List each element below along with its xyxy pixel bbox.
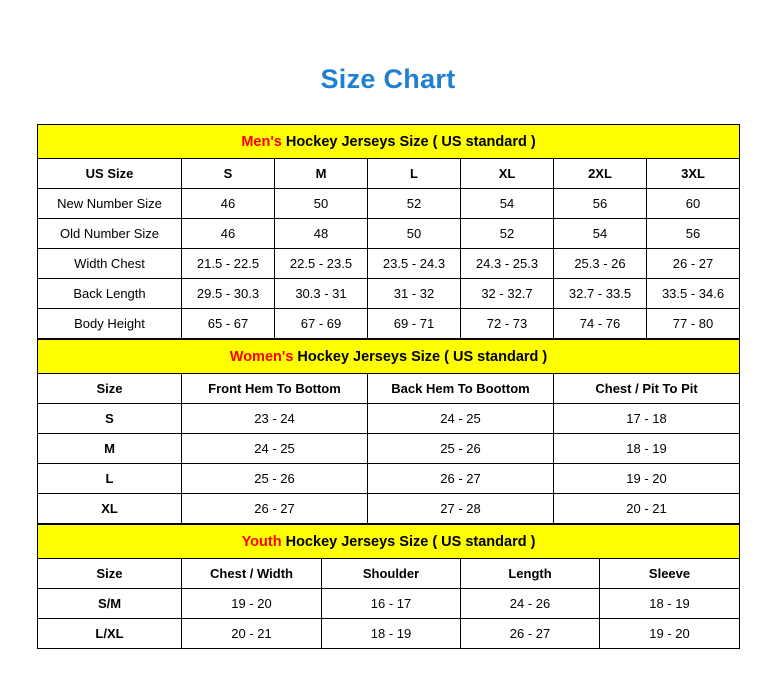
table-row xyxy=(38,619,740,649)
youth-column-header-row xyxy=(38,559,740,589)
mens-row-4-label: Body Height xyxy=(38,309,182,339)
mens-row-0-c6: 60 xyxy=(647,189,740,219)
mens-row-2-label: Width Chest xyxy=(38,249,182,279)
youth-col-4: Sleeve xyxy=(600,559,740,589)
youth-section-header-accent: Youth xyxy=(241,533,282,550)
page-title: Size Chart xyxy=(320,64,456,94)
womens-section-header xyxy=(38,340,740,374)
mens-col-4: XL xyxy=(461,159,554,189)
womens-row-0-c1: 23 - 24 xyxy=(182,404,368,434)
womens-row-3-c2: 27 - 28 xyxy=(368,494,554,524)
womens-row-0-c3: 17 - 18 xyxy=(554,404,740,434)
mens-section-header-row xyxy=(38,125,740,159)
table-row xyxy=(38,279,740,309)
mens-row-1-c5: 54 xyxy=(554,219,647,249)
mens-row-0-c2: 50 xyxy=(275,189,368,219)
mens-row-2-c5: 25.3 - 26 xyxy=(554,249,647,279)
youth-row-0-c1: 19 - 20 xyxy=(182,589,322,619)
youth-section-header-row xyxy=(38,525,740,559)
mens-row-2-c1: 21.5 - 22.5 xyxy=(182,249,275,279)
mens-col-0: US Size xyxy=(38,159,182,189)
womens-row-1-c1: 24 - 25 xyxy=(182,434,368,464)
womens-row-2-c2: 26 - 27 xyxy=(368,464,554,494)
table-row xyxy=(38,249,740,279)
mens-row-3-c4: 32 - 32.7 xyxy=(461,279,554,309)
table-row xyxy=(38,494,740,524)
mens-row-4-c4: 72 - 73 xyxy=(461,309,554,339)
mens-row-3-c2: 30.3 - 31 xyxy=(275,279,368,309)
mens-section-header-accent: Men's xyxy=(241,133,282,150)
mens-row-4-c1: 65 - 67 xyxy=(182,309,275,339)
mens-row-2-c6: 26 - 27 xyxy=(647,249,740,279)
mens-row-4-c5: 74 - 76 xyxy=(554,309,647,339)
mens-row-1-label: Old Number Size xyxy=(38,219,182,249)
womens-row-2-c3: 19 - 20 xyxy=(554,464,740,494)
mens-section-header-rest: Hockey Jerseys Size ( US standard ) xyxy=(281,133,536,150)
womens-row-2-label: L xyxy=(38,464,182,494)
mens-row-4-c2: 67 - 69 xyxy=(275,309,368,339)
mens-row-1-c2: 48 xyxy=(275,219,368,249)
mens-row-0-c1: 46 xyxy=(182,189,275,219)
mens-row-2-c4: 24.3 - 25.3 xyxy=(461,249,554,279)
mens-section-header xyxy=(38,125,740,159)
mens-row-1-c1: 46 xyxy=(182,219,275,249)
youth-col-3: Length xyxy=(461,559,600,589)
youth-row-0-label: S/M xyxy=(38,589,182,619)
table-row xyxy=(38,404,740,434)
mens-row-0-label: New Number Size xyxy=(38,189,182,219)
youth-row-0-c4: 18 - 19 xyxy=(600,589,740,619)
table-row xyxy=(38,589,740,619)
youth-size-table xyxy=(37,524,740,649)
mens-row-3-c1: 29.5 - 30.3 xyxy=(182,279,275,309)
mens-col-5: 2XL xyxy=(554,159,647,189)
mens-row-1-c6: 56 xyxy=(647,219,740,249)
womens-row-3-c1: 26 - 27 xyxy=(182,494,368,524)
womens-row-1-c3: 18 - 19 xyxy=(554,434,740,464)
mens-row-0-c4: 54 xyxy=(461,189,554,219)
womens-col-3: Chest / Pit To Pit xyxy=(554,374,740,404)
mens-row-4-c6: 77 - 80 xyxy=(647,309,740,339)
mens-row-2-c2: 22.5 - 23.5 xyxy=(275,249,368,279)
size-chart-tables xyxy=(37,124,739,649)
youth-col-1: Chest / Width xyxy=(182,559,322,589)
youth-row-1-c3: 26 - 27 xyxy=(461,619,600,649)
youth-section-header xyxy=(38,525,740,559)
youth-row-0-c3: 24 - 26 xyxy=(461,589,600,619)
table-row xyxy=(38,189,740,219)
youth-col-0: Size xyxy=(38,559,182,589)
womens-row-0-label: S xyxy=(38,404,182,434)
mens-col-6: 3XL xyxy=(647,159,740,189)
mens-col-1: S xyxy=(182,159,275,189)
youth-col-2: Shoulder xyxy=(322,559,461,589)
womens-section-header-row xyxy=(38,340,740,374)
mens-row-3-c6: 33.5 - 34.6 xyxy=(647,279,740,309)
womens-col-2: Back Hem To Boottom xyxy=(368,374,554,404)
youth-row-1-c1: 20 - 21 xyxy=(182,619,322,649)
womens-col-0: Size xyxy=(38,374,182,404)
youth-section-header-rest: Hockey Jerseys Size ( US standard ) xyxy=(281,533,536,550)
womens-section-header-accent: Women's xyxy=(229,348,294,365)
womens-row-2-c1: 25 - 26 xyxy=(182,464,368,494)
womens-row-1-c2: 25 - 26 xyxy=(368,434,554,464)
womens-row-1-label: M xyxy=(38,434,182,464)
mens-row-0-c5: 56 xyxy=(554,189,647,219)
mens-size-table xyxy=(37,124,740,339)
table-row xyxy=(38,434,740,464)
youth-row-0-c2: 16 - 17 xyxy=(322,589,461,619)
womens-row-3-c3: 20 - 21 xyxy=(554,494,740,524)
youth-row-1-label: L/XL xyxy=(38,619,182,649)
womens-col-1: Front Hem To Bottom xyxy=(182,374,368,404)
mens-row-1-c4: 52 xyxy=(461,219,554,249)
mens-col-2: M xyxy=(275,159,368,189)
womens-row-3-label: XL xyxy=(38,494,182,524)
womens-row-0-c2: 24 - 25 xyxy=(368,404,554,434)
womens-size-table xyxy=(37,339,740,524)
mens-col-3: L xyxy=(368,159,461,189)
mens-row-3-label: Back Length xyxy=(38,279,182,309)
mens-row-3-c3: 31 - 32 xyxy=(368,279,461,309)
womens-column-header-row xyxy=(38,374,740,404)
mens-row-4-c3: 69 - 71 xyxy=(368,309,461,339)
mens-row-1-c3: 50 xyxy=(368,219,461,249)
mens-row-2-c3: 23.5 - 24.3 xyxy=(368,249,461,279)
womens-section-header-rest: Hockey Jerseys Size ( US standard ) xyxy=(293,348,548,365)
table-row xyxy=(38,219,740,249)
youth-row-1-c4: 19 - 20 xyxy=(600,619,740,649)
mens-column-header-row xyxy=(38,159,740,189)
youth-row-1-c2: 18 - 19 xyxy=(322,619,461,649)
mens-row-0-c3: 52 xyxy=(368,189,461,219)
table-row xyxy=(38,464,740,494)
mens-row-3-c5: 32.7 - 33.5 xyxy=(554,279,647,309)
table-row xyxy=(38,309,740,339)
